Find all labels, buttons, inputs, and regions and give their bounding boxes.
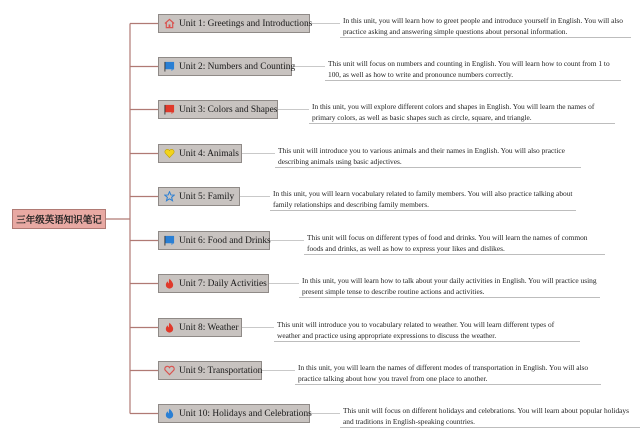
description-underline xyxy=(340,37,631,38)
description-underline xyxy=(295,384,601,385)
unit-description: In this unit, you will learn how to talk about your daily activities in English. You will practice using present simple tense to describe routine actions and activities. xyxy=(302,276,597,296)
description-underline xyxy=(275,167,581,168)
unit-description: In this unit, you will explore different colors and shapes in English. You will learn the names of primary colors, as well as basic shapes such as circle, square, and triangle. xyxy=(312,102,595,122)
unit-label: Unit 10: Holidays and Celebrations xyxy=(179,408,312,419)
unit-node[interactable] xyxy=(158,144,242,163)
unit-description: This unit will focus on numbers and counting in English. You will learn how to count from 1 to 100, as well as how to write and pronounce numbers correctly. xyxy=(328,59,610,79)
fire-icon xyxy=(164,408,175,419)
unit-node[interactable] xyxy=(158,274,269,293)
description-underline xyxy=(340,427,640,428)
unit-node[interactable] xyxy=(158,187,240,206)
description-underline xyxy=(304,254,605,255)
unit-description: This unit will focus on different holidays and celebrations. You will learn about popular holidays and traditions in English-speaking countries. xyxy=(343,406,629,426)
unit-description: In this unit, you will learn the names of different modes of transportation in English. You will also practice talking about how you travel from one place to another. xyxy=(298,363,589,383)
unit-node[interactable] xyxy=(158,361,262,380)
unit-description: This unit will introduce you to vocabulary related to weather. You will learn different types of weather and practice using appropriate expressions to discuss the weather. xyxy=(277,320,555,340)
unit-label: Unit 3: Colors and Shapes xyxy=(179,104,278,115)
description-underline xyxy=(274,341,580,342)
root-node[interactable]: 三年级英语知识笔记 xyxy=(12,209,106,229)
fire-icon xyxy=(164,322,175,333)
heart-outline-icon xyxy=(164,365,175,376)
unit-label: Unit 1: Greetings and Introductions xyxy=(179,18,313,29)
unit-description: In this unit, you will learn vocabulary related to family members. You will also practice talking about family relationships and describing family members. xyxy=(273,189,573,209)
star-icon xyxy=(164,191,175,202)
unit-node[interactable] xyxy=(158,318,242,337)
description-underline xyxy=(325,80,621,81)
unit-node[interactable] xyxy=(158,404,310,423)
unit-label: Unit 2: Numbers and Counting xyxy=(179,61,296,72)
unit-label: Unit 6: Food and Drinks xyxy=(179,235,271,246)
unit-description: This unit will focus on different types of food and drinks. You will learn the names of common foods and drinks, as well as how to express your likes and dislikes. xyxy=(307,233,588,253)
unit-label: Unit 7: Daily Activities xyxy=(179,278,267,289)
unit-label: Unit 4: Animals xyxy=(179,148,239,159)
home-icon xyxy=(164,18,175,29)
unit-description: In this unit, you will learn how to greet people and introduce yourself in English. You will also practice asking and answering simple questions about personal information. xyxy=(343,16,623,36)
unit-node[interactable] xyxy=(158,14,313,33)
unit-label: Unit 9: Transportation xyxy=(179,365,263,376)
unit-node[interactable] xyxy=(158,57,296,76)
unit-node[interactable] xyxy=(158,231,270,250)
flag-icon xyxy=(164,61,175,72)
unit-description: This unit will introduce you to various animals and their names in English. You will also practice describing animals using basic adjectives. xyxy=(278,146,565,166)
flag-icon xyxy=(164,104,175,115)
description-underline xyxy=(270,210,576,211)
heart-icon xyxy=(164,148,175,159)
fire-icon xyxy=(164,278,175,289)
unit-label: Unit 8: Weather xyxy=(179,322,239,333)
unit-label: Unit 5: Family xyxy=(179,191,235,202)
flag-icon xyxy=(164,235,175,246)
unit-node[interactable] xyxy=(158,100,278,119)
description-underline xyxy=(299,297,600,298)
description-underline xyxy=(309,123,615,124)
